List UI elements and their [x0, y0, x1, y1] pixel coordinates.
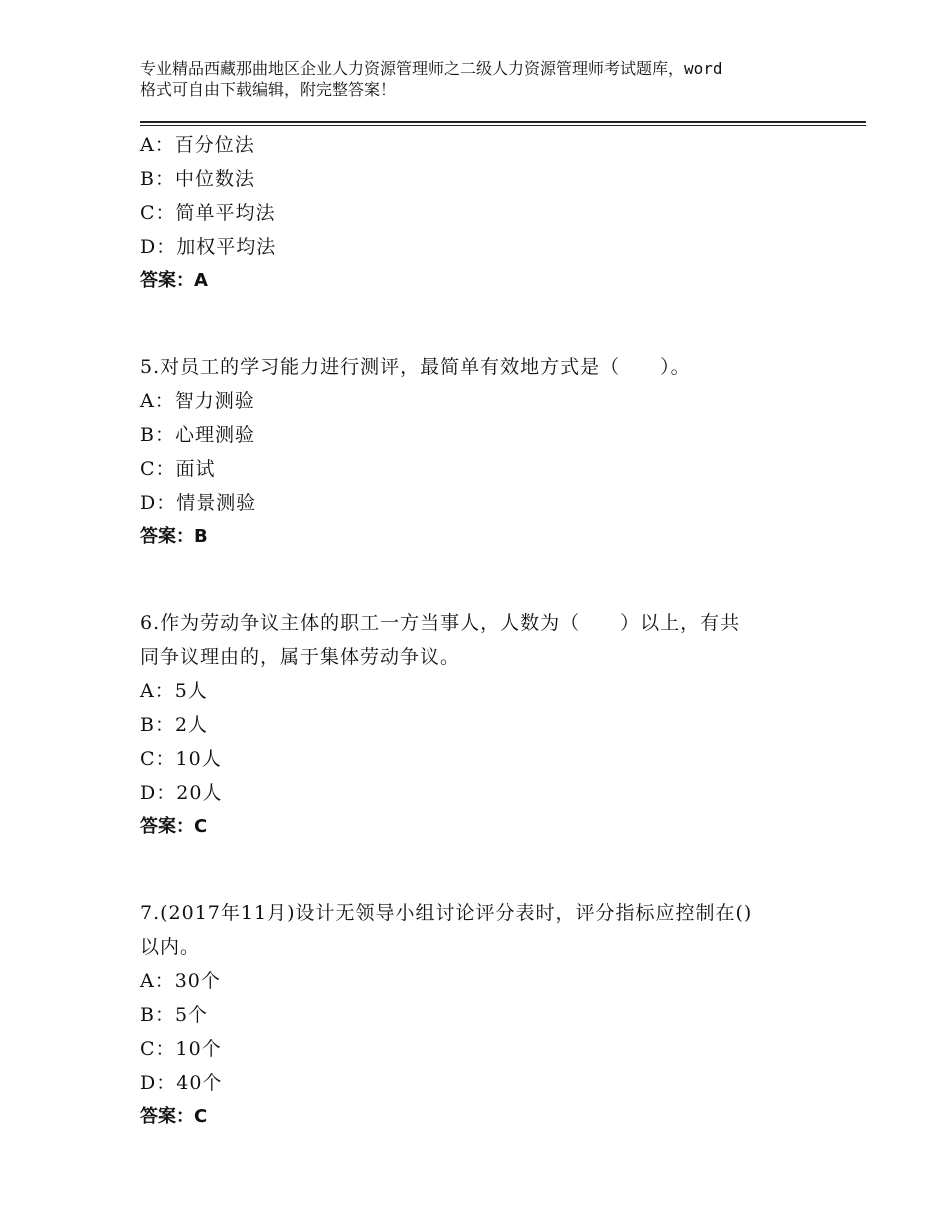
question-4-partial: [140, 128, 830, 298]
answer: 答案：C: [140, 816, 208, 837]
option-b: B：中位数法: [140, 168, 255, 190]
answer: 答案：B: [140, 526, 208, 547]
option-a: A：30个: [140, 970, 221, 992]
option-a: A：5人: [140, 680, 208, 702]
stem-line: 6.作为劳动争议主体的职工一方当事人，人数为（ ）以上，有共: [140, 612, 741, 634]
option-b: B：心理测验: [140, 424, 255, 446]
header-divider-thick: [140, 121, 866, 123]
question-stem: [140, 896, 830, 964]
option-d: D：情景测验: [140, 492, 257, 514]
option-d: D：20人: [140, 782, 223, 804]
stem-line: 以内。: [140, 936, 201, 958]
stem-line: 5.对员工的学习能力进行测评，最简单有效地方式是（ ）。: [140, 356, 691, 378]
option-a: A：智力测验: [140, 390, 255, 412]
question-7: [140, 896, 830, 1134]
option-c: C：简单平均法: [140, 202, 276, 224]
option-d: D：40个: [140, 1072, 223, 1094]
document-header: [140, 58, 840, 100]
header-divider-thin: [140, 125, 866, 126]
header-line-1: 专业精品西藏那曲地区企业人力资源管理师之二级人力资源管理师考试题库，word: [140, 59, 723, 78]
question-stem: [140, 350, 830, 384]
option-c: C：10个: [140, 1038, 222, 1060]
option-b: B：2人: [140, 714, 209, 736]
question-stem: [140, 606, 830, 674]
question-list: [140, 128, 830, 1134]
option-c: C：10人: [140, 748, 222, 770]
option-c: C：面试: [140, 458, 216, 480]
header-line-2: 格式可自由下载编辑，附完整答案！: [140, 80, 397, 99]
question-5: [140, 350, 830, 554]
answer: 答案：A: [140, 270, 208, 291]
option-a: A：百分位法: [140, 134, 255, 156]
stem-line: 同争议理由的，属于集体劳动争议。: [140, 646, 461, 668]
stem-line: 7.(2017年11月)设计无领导小组讨论评分表时，评分指标应控制在(): [140, 902, 753, 924]
answer: 答案：C: [140, 1106, 208, 1127]
option-b: B：5个: [140, 1004, 209, 1026]
option-d: D：加权平均法: [140, 236, 277, 258]
question-6: [140, 606, 830, 844]
